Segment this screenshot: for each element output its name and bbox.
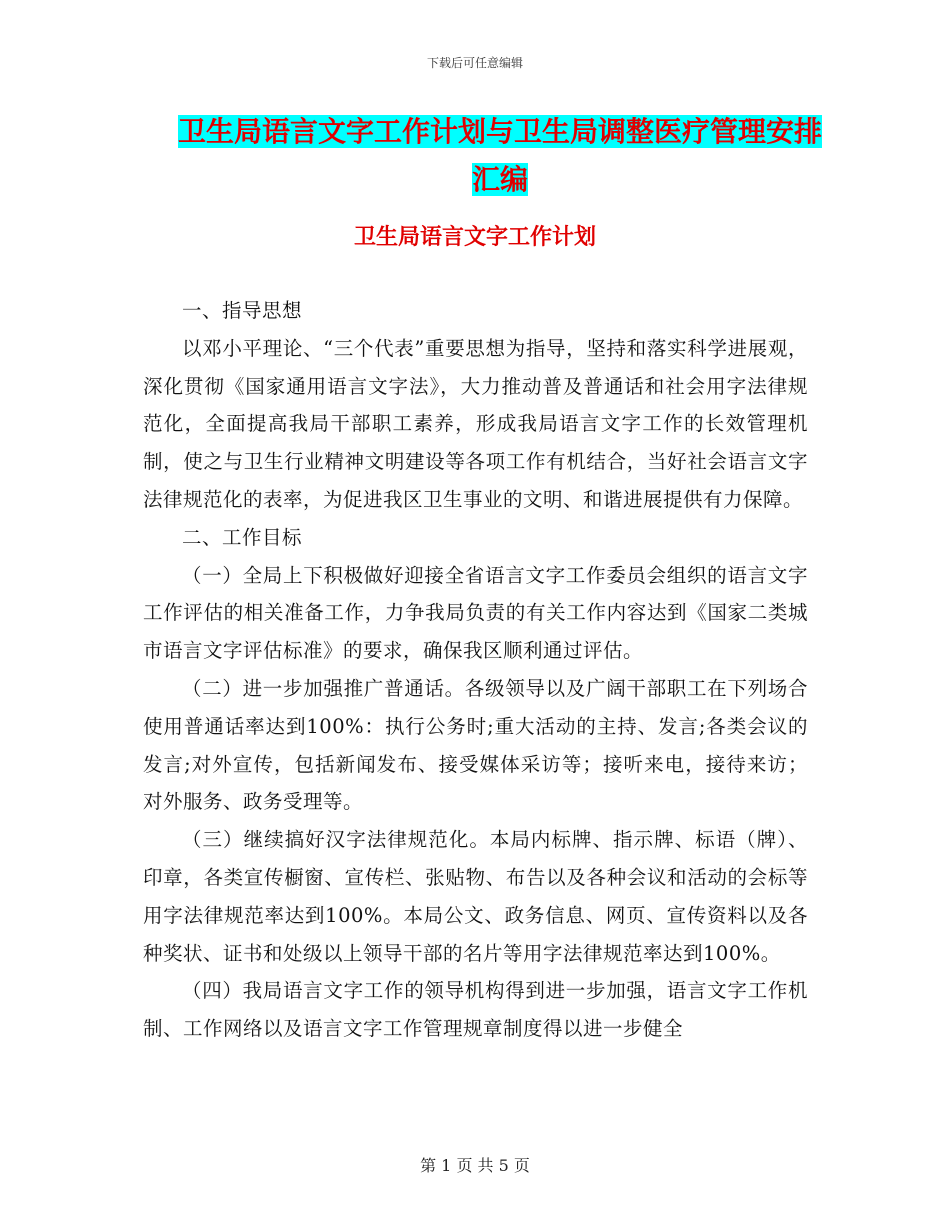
page-number-footer: 第 1 页 共 5 页	[420, 1156, 530, 1175]
paragraph: 以邓小平理论、“三个代表”重要思想为指导，坚持和落实科学进展观，深化贯彻《国家通用语言文字法》，大力推动普及普通话和社会用字法律规范化，全面提高我局干部职工素养，形成我局语言文字工作的长效管理机制，使之与卫生行业精神文明建设等各项工作有机结合，当好社会语言文字法律规范化的表率，为促进我区卫生事业的文明、和谐进展提供有力保障。	[143, 336, 808, 511]
paragraph: （三）继续搞好汉字法律规范化。本局内标牌、指示牌、标语（牌）、印章，各类宣传橱窗、宣传栏、张贴物、布告以及各种会议和活动的会标等用字法律规范率达到100%。本局公文、政务信息、网页、宣传资料以及各种奖状、证书和处级以上领导干部的名片等用字法律规范率达到100%。	[143, 828, 808, 965]
document-title-line-1: 卫生局语言文字工作计划与卫生局调整医疗管理安排	[177, 115, 822, 148]
paragraph-heading-work-goals: 二、工作目标	[182, 525, 303, 549]
section-title: 卫生局语言文字工作计划	[353, 225, 596, 250]
paragraph: （四）我局语言文字工作的领导机构得到进一步加强，语言文字工作机制、工作网络以及语言文字工作管理规章制度得以进一步健全	[143, 979, 808, 1041]
document-title-line-2: 汇编	[471, 163, 528, 196]
paragraph-heading-guiding-thought: 一、指导思想	[182, 299, 303, 322]
paragraph: （一）全局上下积极做好迎接全省语言文字工作委员会组织的语言文字工作评估的相关准备工作，力争我局负责的有关工作内容达到《国家二类城市语言文字评估标准》的要求，确保我区顺利通过评估。	[143, 563, 808, 663]
document-title	[150, 108, 850, 204]
document-body	[143, 292, 808, 1048]
paragraph: （二）进一步加强推广普通话。各级领导以及广阔干部职工在下列场合使用普通话率达到100%：执行公务时;重大活动的主持、发言;各类会议的发言;对外宣传，包括新闻发布、接受媒体采访等；接听来电，接待来访；对外服务、政务受理等。	[143, 676, 808, 814]
header-note: 下载后可任意编辑	[426, 56, 523, 70]
